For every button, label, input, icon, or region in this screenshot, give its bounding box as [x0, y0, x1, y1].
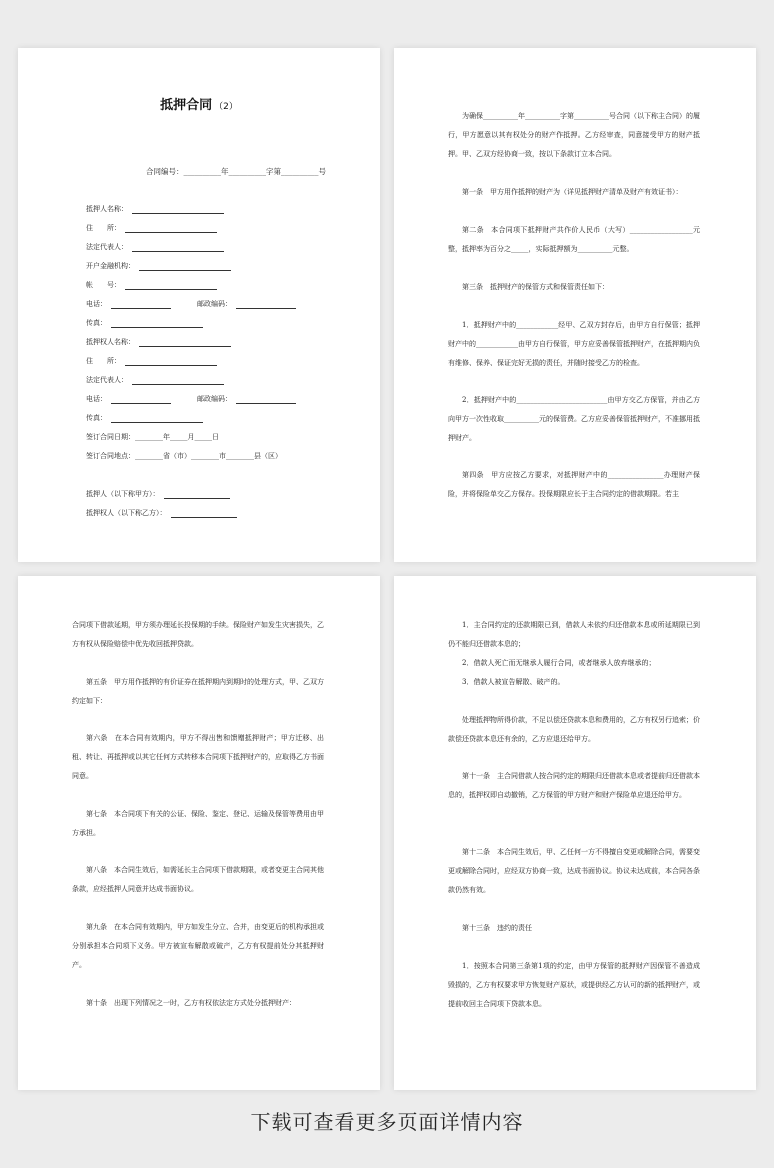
title-text: 抵押合同 — [160, 98, 213, 113]
field-label: 住 所： — [86, 357, 121, 365]
field-underline[interactable] — [125, 282, 217, 290]
paragraph: 第五条 甲方用作抵押的有价证券在抵押期内到期时的处理方式，甲、乙双方约定如下： — [72, 678, 324, 705]
party-a-signature — [86, 489, 230, 499]
field-row — [86, 375, 224, 385]
paragraph: 1．按照本合同第三条第1项的约定，由甲方保管的抵押财产因保管不善造成毁损的，乙方有权要求甲方恢复财产原状，或提供经乙方认可的新的抵押财产，或提前收回主合同项下贷款本息。 — [448, 962, 700, 1008]
paragraph: 第九条 在本合同有效期内，甲方如发生分立、合并，由变更后的机构承担或分别承担本合同项下义务。甲方被宣布解散或破产，乙方有权提前处分其抵押财产。 — [72, 923, 324, 969]
paragraph: 第六条 在本合同有效期内，甲方不得出售和馈赠抵押财产；甲方迁移、出租、转让、再抵押或以其它任何方式转移本合同项下抵押财产的，应取得乙方书面同意。 — [72, 734, 324, 780]
page-title — [18, 94, 380, 113]
sign-date: 签订合同日期：________年_____月_____日 — [86, 433, 219, 441]
paragraph: 第三条 抵押财产的保管方式和保管责任如下： — [462, 283, 609, 291]
signature-line — [164, 491, 230, 499]
party-b-signature — [86, 508, 237, 518]
field-label: 抵押权人名称： — [86, 338, 135, 346]
field-label: 电话： — [86, 395, 107, 403]
field-underline[interactable] — [125, 358, 217, 366]
sign-place: 签订合同地点：________省（市）________市________县（区） — [86, 452, 282, 460]
field-row — [86, 280, 217, 290]
paragraph: 第一条 甲方用作抵押的财产为（详见抵押财产清单及财产有效证书）： — [462, 188, 683, 196]
document-page-4 — [394, 576, 756, 1090]
paragraph: 为确保__________年__________字第__________号合同（以下称主合同）的履行，甲方愿意以其有权处分的财产作抵押。乙方经审查，同意接受甲方的财产抵押。甲、乙双方经协商一致，按以下条款订立本合同。 — [448, 112, 700, 158]
field-underline[interactable] — [111, 415, 203, 423]
field-row — [86, 242, 224, 252]
field-label: 住 所： — [86, 224, 121, 232]
field-underline[interactable] — [236, 396, 296, 404]
download-caption[interactable]: 下载可查看更多页面详情内容 — [250, 1110, 524, 1134]
field-label: 法定代表人： — [86, 376, 128, 384]
field-underline[interactable] — [111, 301, 171, 309]
field-underline[interactable] — [132, 377, 224, 385]
paragraph: 第十二条 本合同生效后，甲、乙任何一方不得擅自变更或解除合同，需要变更或解除合同时，应经双方协商一致，达成书面协议。协议未达成前，本合同各条款仍然有效。 — [448, 848, 700, 894]
party-b-label: 抵押权人（以下称乙方）： — [86, 509, 167, 517]
field-underline[interactable] — [139, 339, 231, 347]
document-page-1 — [18, 48, 380, 562]
field-underline[interactable] — [125, 225, 217, 233]
paragraph: 2．抵押财产中的__________________________由甲方交乙方保管，并由乙方向甲方一次性收取__________元的保管费。乙方应妥善保管抵押财产，不准挪用抵押财产。 — [448, 396, 700, 442]
field-row — [86, 356, 217, 366]
field-row — [86, 261, 231, 271]
field-label: 帐 号： — [86, 281, 121, 289]
paragraph: 第七条 本合同项下有关的公证、保险、鉴定、登记、运输及保管等费用由甲方承担。 — [72, 810, 324, 837]
party-a-label: 抵押人（以下称甲方）： — [86, 490, 160, 498]
field-underline[interactable] — [132, 244, 224, 252]
field-row — [86, 204, 224, 214]
field-underline[interactable] — [111, 396, 171, 404]
field-row — [86, 318, 203, 328]
paragraph: 第十一条 主合同借款人按合同约定的期限归还借款本息或者提前归还借款本息的，抵押权即自动撤销，乙方保管的甲方财产和财产保险单应退还给甲方。 — [448, 772, 700, 799]
field-label: 电话： — [86, 300, 107, 308]
document-page-2 — [394, 48, 756, 562]
title-subtitle: （2） — [214, 102, 238, 112]
field-underline[interactable] — [236, 301, 296, 309]
field-label: 邮政编码： — [197, 395, 232, 403]
paragraph: 1．抵押财产中的____________经甲、乙双方封存后，由甲方自行保管；抵押财产中的____________由甲方自行保管，甲方应妥善保管抵押财产，在抵押期内负有维修、保养、保证完好无损的责任，并随时接受乙方的检查。 — [448, 321, 700, 367]
field-row — [86, 337, 231, 347]
paragraph: 1．主合同约定的还款期限已到，借款人未依约归还借款本息或所延期限已到仍不能归还借款本息的； — [448, 621, 700, 648]
field-row — [86, 394, 296, 404]
paragraph: 2．借款人死亡而无继承人履行合同，或者继承人放弃继承的； — [462, 659, 656, 667]
paragraph: 第二条 本合同项下抵押财产共作价人民币（大写）__________________元整，抵押率为百分之_____，实际抵押额为__________元整。 — [448, 226, 700, 253]
signature-line — [171, 510, 237, 518]
paragraph: 第八条 本合同生效后，如需延长主合同项下借款期限，或者变更主合同其他条款，应经抵押人同意并达成书面协议。 — [72, 866, 324, 893]
field-label: 开户金融机构： — [86, 262, 135, 270]
document-page-3 — [18, 576, 380, 1090]
field-label: 传真： — [86, 414, 107, 422]
paragraph: 第十三条 违约的责任 — [462, 924, 532, 932]
paragraph: 处理抵押物所得价款，不足以偿还贷款本息和费用的，乙方有权另行追索；价款偿还贷款本息还有余的，乙方应退还给甲方。 — [448, 716, 700, 743]
field-underline[interactable] — [111, 320, 203, 328]
field-label: 邮政编码： — [197, 300, 232, 308]
field-underline[interactable] — [139, 263, 231, 271]
field-underline[interactable] — [132, 206, 224, 214]
field-row — [86, 413, 203, 423]
paragraph: 第十条 出现下列情况之一时，乙方有权依法定方式处分抵押财产： — [86, 999, 296, 1007]
field-label: 传真： — [86, 319, 107, 327]
paragraph: 3．借款人被宣告解散、破产的。 — [462, 678, 565, 686]
field-row — [86, 223, 217, 233]
paragraph: 合同项下借款延期，甲方须办理延长投保期的手续。保险财产如发生灾害损失，乙方有权从保险赔偿中优先收回抵押贷款。 — [72, 621, 324, 648]
field-row — [86, 299, 296, 309]
field-label: 抵押人名称： — [86, 205, 128, 213]
contract-number: 合同编号：__________年__________字第__________号 — [146, 167, 326, 176]
field-label: 法定代表人： — [86, 243, 128, 251]
paragraph: 第四条 甲方应按乙方要求，对抵押财产中的________________办理财产保险，并将保险单交乙方保存。投保期限应长于主合同约定的借款期限。若主 — [448, 471, 700, 498]
